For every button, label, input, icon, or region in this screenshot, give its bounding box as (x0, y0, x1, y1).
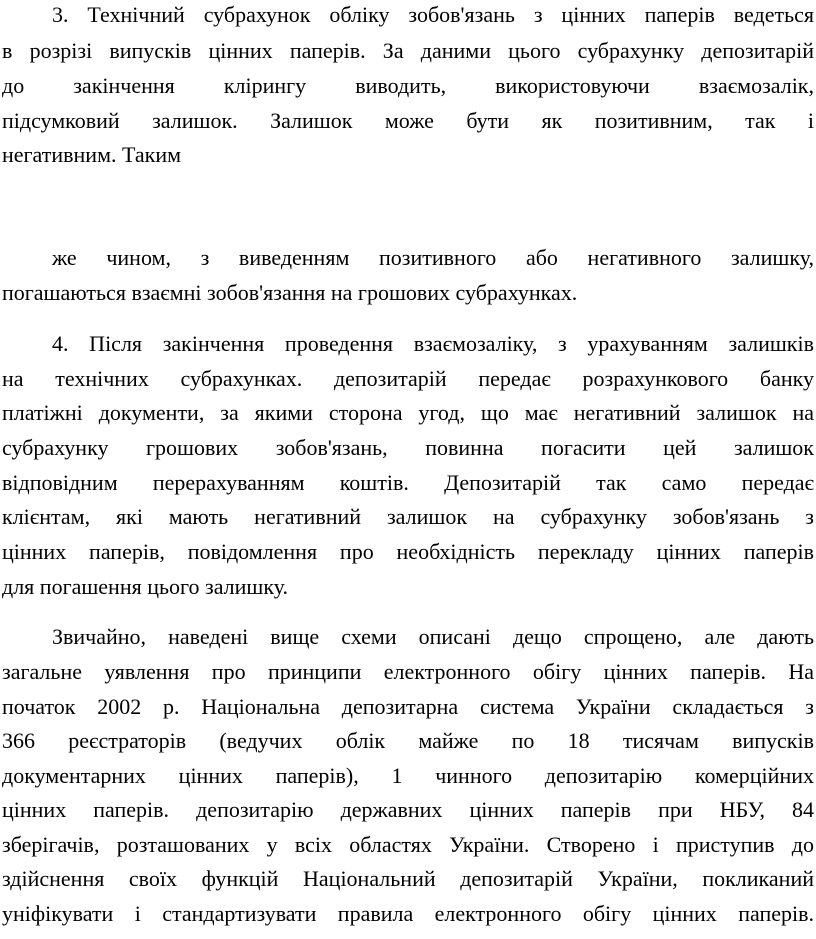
paragraph-4-line-5: відповідним перерахуванням коштів. Депозитарій так само передає (2, 470, 814, 495)
paragraph-5-line-2: загальне уявлення про принципи електронного обігу цінних паперів. На (2, 659, 814, 684)
paragraph-4-line-4: субрахунку грошових зобов'язань, повинна погасити цей залишок (2, 435, 814, 460)
paragraph-3-line-1: 3. Технічний субрахунок обліку зобов'язань з цінних паперів ведеться (52, 2, 814, 27)
paragraph-4-line-1: 4. Після закінчення проведення взаємозаліку, з урахуванням залишків (52, 331, 814, 356)
paragraph-4-line-7: цінних паперів, повідомлення про необхідність перекладу цінних паперів (2, 539, 814, 564)
paragraph-3-line-5: негативним. Таким (2, 142, 182, 167)
paragraph-3-line-3: до закінчення клірингу виводить, використовуючи взаємозалік, (2, 73, 814, 98)
paragraph-5-line-5: документарних цінних паперів), 1 чинного депозитарію комерційних (2, 763, 814, 788)
paragraph-3-cont-line-2: погашаються взаємні зобов'язання на грошових субрахунках. (2, 280, 578, 305)
paragraph-3-line-4: підсумковий залишок. Залишок може бути як позитивним, так і (2, 108, 814, 133)
paragraph-5-line-3: початок 2002 р. Національна депозитарна система України складається з (2, 694, 814, 719)
paragraph-5-line-7: зберігачів, розташованих у всіх областях України. Створено і приступив до (2, 832, 814, 857)
paragraph-3-cont-line-1: же чином, з виведенням позитивного або негативного залишку, (52, 245, 814, 270)
paragraph-5-line-1: Звичайно, наведені вище схеми описані дещо спрощено, але дають (52, 624, 814, 649)
paragraph-5-line-8: здійснення своїх функцій Національний депозитарій України, покликаний (2, 866, 814, 891)
paragraph-5-line-6: цінних паперів. депозитарію державних цінних паперів при НБУ, 84 (2, 797, 814, 822)
paragraph-5-line-4: 366 реєстраторів (ведучих облік майже по 18 тисячам випусків (2, 728, 814, 753)
paragraph-4-line-2: на технічних субрахунках. депозитарій передає розрахункового банку (2, 366, 814, 391)
paragraph-5-line-9: уніфікувати і стандартизувати правила електронного обігу цінних паперів. (2, 901, 814, 926)
paragraph-3-line-2: в розрізі випусків цінних паперів. За даними цього субрахунку депозитарій (2, 38, 814, 63)
paragraph-4-line-3: платіжні документи, за якими сторона угод, що має негативний залишок на (2, 400, 814, 425)
paragraph-4-line-6: клієнтам, які мають негативний залишок на субрахунку зобов'язань з (2, 504, 814, 529)
paragraph-4-line-8: для погашення цього залишку. (2, 574, 289, 599)
